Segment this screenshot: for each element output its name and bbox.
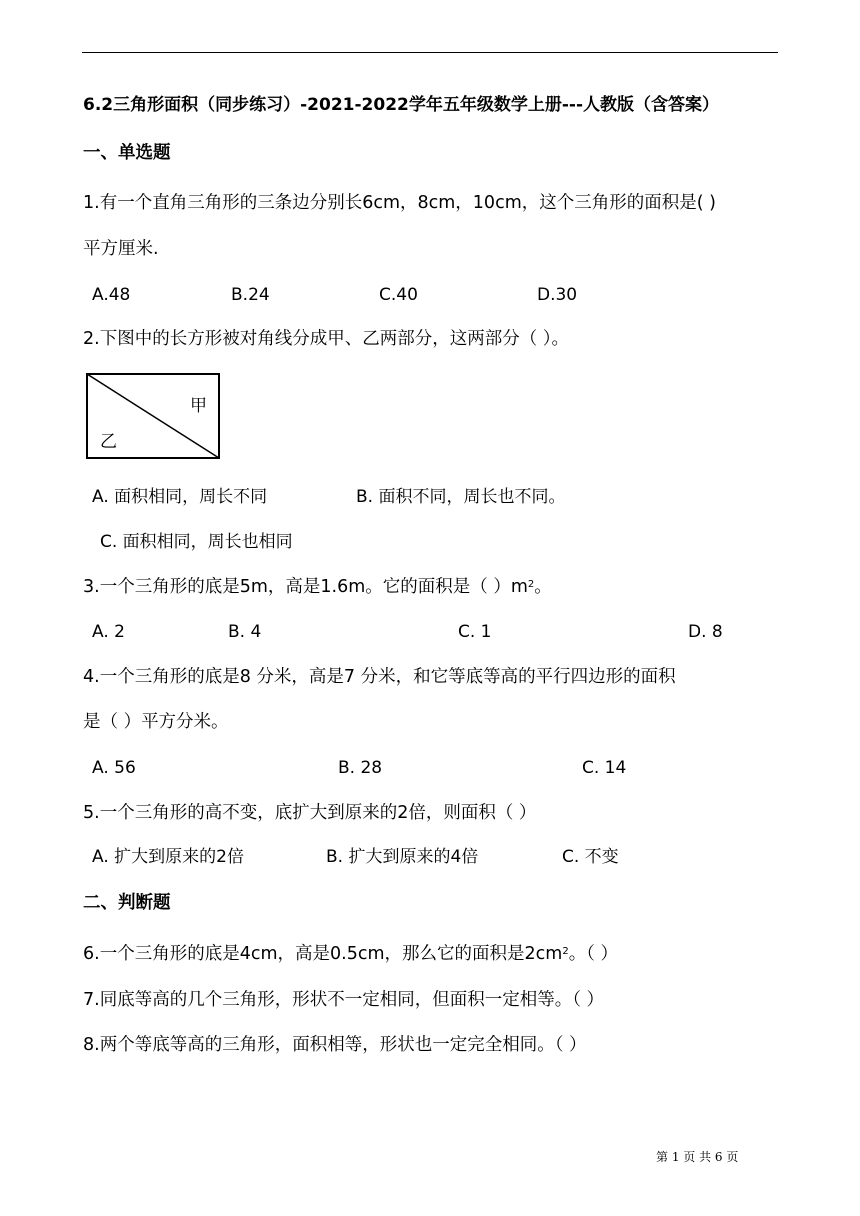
section-heading-single-choice: 一、单选题 xyxy=(83,143,171,163)
question-1-option-d[interactable]: D.30 xyxy=(537,285,578,305)
document-title: 6.2三角形面积（同步练习）-2021-2022学年五年级数学上册---人教版（含答案） xyxy=(83,95,720,115)
question-3-option-a[interactable]: A. 2 xyxy=(92,622,125,642)
question-6-text xyxy=(83,942,618,966)
question-4-line-1: 4.一个三角形的底是8 分米，高是7 分米，和它等底等高的平行四边形的面积 xyxy=(83,667,676,687)
question-1-line-2: 平方厘米. xyxy=(83,239,159,259)
question-5-option-a[interactable]: A. 扩大到原来的2倍 xyxy=(92,847,244,867)
question-8-text: 8.两个等底等高的三角形，面积相等，形状也一定完全相同。（ ） xyxy=(83,1035,587,1055)
question-3-option-c[interactable]: C. 1 xyxy=(458,622,492,642)
figure-label-jia: 甲 xyxy=(190,396,207,416)
rectangle-diagonal-figure xyxy=(86,373,220,459)
question-3-option-b[interactable]: B. 4 xyxy=(228,622,262,642)
question-5-option-c[interactable]: C. 不变 xyxy=(562,847,619,867)
question-4-line-2: 是（ ）平方分米。 xyxy=(83,712,229,732)
question-6-text-end: 。（ ） xyxy=(568,944,619,964)
page-footer: 第 1 页 共 6 页 xyxy=(656,1150,739,1164)
question-1-option-a[interactable]: A.48 xyxy=(92,285,131,305)
question-1-option-c[interactable]: C.40 xyxy=(379,285,418,305)
question-3-superscript: 2 xyxy=(527,579,535,590)
question-4-option-b[interactable]: B. 28 xyxy=(338,758,383,778)
question-2-option-c[interactable]: C. 面积相同，周长也相同 xyxy=(100,532,293,552)
question-6-text-main: 6.一个三角形的底是4cm，高是0.5cm，那么它的面积是2cm xyxy=(83,944,563,964)
question-3-text-main: 3.一个三角形的底是5m，高是1.6m。它的面积是（ ）m xyxy=(83,577,528,597)
question-6-superscript: 2 xyxy=(562,946,569,957)
question-1-line-1: 1.有一个直角三角形的三条边分别长6cm，8cm，10cm，这个三角形的面积是( ) xyxy=(83,193,716,213)
header-rule xyxy=(82,52,778,53)
figure-label-yi: 乙 xyxy=(100,432,117,452)
question-4-option-a[interactable]: A. 56 xyxy=(92,758,136,778)
section-heading-true-false: 二、判断题 xyxy=(83,893,171,913)
question-2-text: 2.下图中的长方形被对角线分成甲、乙两部分，这两部分（ ）。 xyxy=(83,329,570,349)
question-3-text-end: 。 xyxy=(534,577,552,597)
question-2-option-a[interactable]: A. 面积相同，周长不同 xyxy=(92,487,268,507)
question-1-option-b[interactable]: B.24 xyxy=(231,285,270,305)
question-5-option-b[interactable]: B. 扩大到原来的4倍 xyxy=(326,847,479,867)
question-7-text: 7.同底等高的几个三角形，形状不一定相同，但面积一定相等。（ ） xyxy=(83,990,605,1010)
question-4-option-c[interactable]: C. 14 xyxy=(582,758,627,778)
question-2-option-b[interactable]: B. 面积不同，周长也不同。 xyxy=(356,487,566,507)
question-5-text: 5.一个三角形的高不变，底扩大到原来的2倍，则面积（ ） xyxy=(83,803,537,823)
question-3-text xyxy=(83,575,552,599)
question-3-option-d[interactable]: D. 8 xyxy=(688,622,723,642)
